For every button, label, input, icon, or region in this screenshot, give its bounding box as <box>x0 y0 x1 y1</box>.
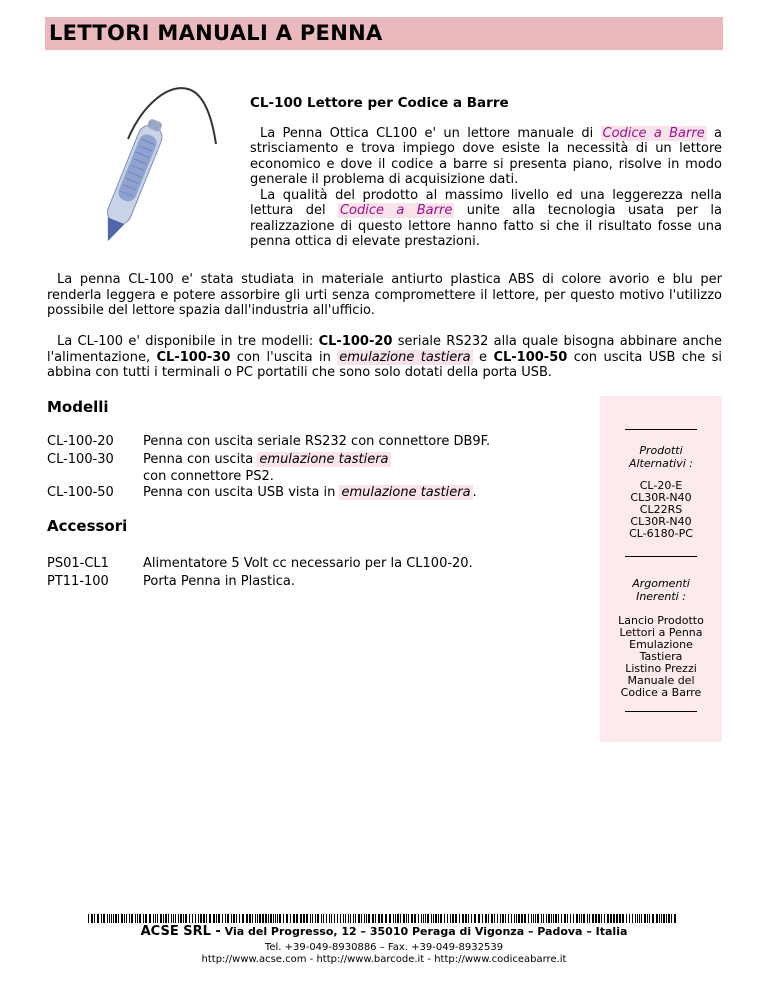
sidebar-divider <box>625 711 697 712</box>
models-paragraph: La CL-100 e' disponibile in tre modelli: CL-100-20 seriale RS232 alla quale bisogna abbinare anche l'alimentazione, CL-100-30 con l'uscita in emulazione tastiera e CL-100-50 con uscita USB che si abbina con tutti i terminali o PC portatili che sono solo dotati della porta USB. <box>47 334 722 380</box>
material-paragraph: La penna CL-100 e' stata studiata in materiale antiurto plastica ABS di colore avorio e blu per renderla leggera e potere assorbire gli urti senza compromettere il lettore, per questo motivo l'utilizzo possibile del lettore spazia dall'industria all'ufficio. <box>47 272 722 318</box>
sidebar-link[interactable]: CL-20-E <box>639 479 683 492</box>
footer-web[interactable]: http://www.acse.com - http://www.barcode.it - http://www.codiceabarre.it <box>201 954 567 965</box>
intro-paragraph-1: La Penna Ottica CL100 e' un lettore manuale di Codice a Barre a strisciamento e trova impiego dove esiste la necessità di un lettore economico e dove il codice a barre si presenta piano, risolve in modo generale il problema di acquisizione dati. <box>250 125 722 187</box>
sidebar-link[interactable]: CL30R-N40 <box>630 515 692 528</box>
sidebar-link[interactable]: Listino Prezzi <box>625 662 697 675</box>
sidebar-heading-alternatives: Prodotti Alternativi : <box>628 444 694 470</box>
sidebar-link[interactable]: Lettori a Penna <box>619 626 703 639</box>
product-intro <box>250 96 722 250</box>
footer-address: ACSE SRL - Via del Progresso, 12 – 35010 Peraga di Vigonza – Padova – Italia <box>140 924 628 939</box>
sidebar <box>600 396 722 742</box>
sidebar-heading-related: Argomenti Inerenti : <box>632 577 690 603</box>
footer <box>0 914 768 965</box>
link-codice-a-barre[interactable]: Codice a Barre <box>602 125 705 141</box>
product-title: CL-100 Lettore per Codice a Barre <box>250 95 509 111</box>
models-heading: Modelli <box>47 398 109 416</box>
barcode-strip-icon <box>88 914 680 923</box>
sidebar-link[interactable]: Tastiera <box>639 650 683 663</box>
sidebar-link[interactable]: Codice a Barre <box>620 686 702 699</box>
link-codice-a-barre[interactable]: Codice a Barre <box>339 203 453 218</box>
link-emulazione-tastiera[interactable]: emulazione tastiera <box>341 485 471 500</box>
intro-paragraph-2: La qualità del prodotto al massimo livello ed una leggerezza nella lettura del Codice a Barre unite alla tecnologia usata per la realizzazione di questo lettore hanno fatto si che il risultato fosse una penna ottica di elevate prestazioni. <box>250 187 723 249</box>
page-title: LETTORI MANUALI A PENNA <box>49 21 383 45</box>
title-banner <box>45 17 723 50</box>
sidebar-link[interactable]: Lancio Prodotto <box>618 614 704 627</box>
accessories-heading: Accessori <box>47 517 128 535</box>
sidebar-link[interactable]: Emulazione <box>629 638 693 651</box>
link-emulazione-tastiera[interactable]: emulazione tastiera <box>339 349 471 365</box>
sidebar-link[interactable]: CL-6180-PC <box>629 527 693 540</box>
footer-phone: Tel. +39-049-8930886 – Fax. +39-049-8932539 <box>264 942 504 953</box>
barcode-pen-icon <box>88 84 224 254</box>
link-emulazione-tastiera[interactable]: emulazione tastiera <box>259 452 389 467</box>
sidebar-link[interactable]: CL30R-N40 <box>630 491 692 504</box>
sidebar-link[interactable]: Manuale del <box>627 674 695 687</box>
sidebar-link[interactable]: CL22RS <box>639 503 683 516</box>
